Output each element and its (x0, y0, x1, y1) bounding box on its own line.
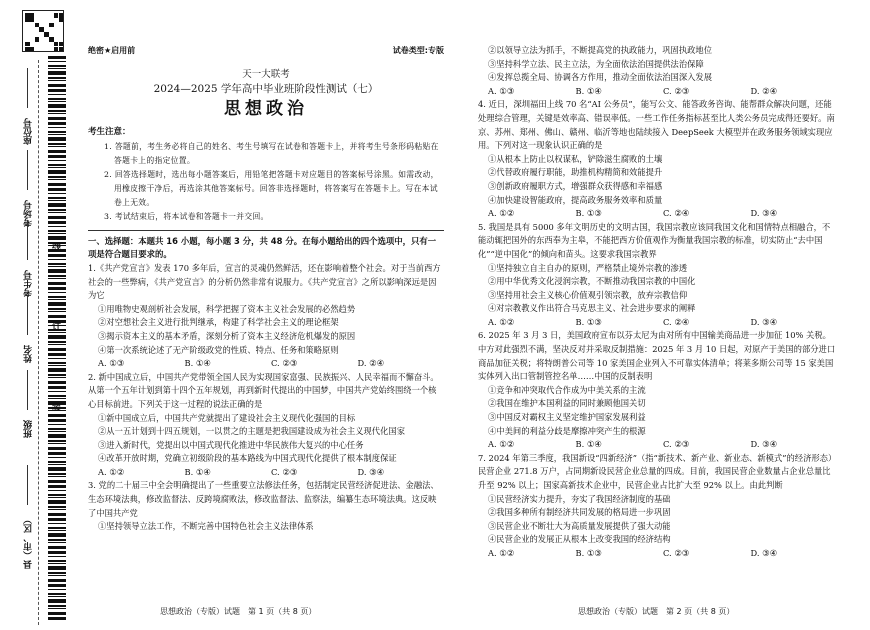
barcode-bar (48, 221, 66, 224)
binding-label: 考场号 (24, 200, 34, 227)
answer-choice: D. ②④ (357, 358, 385, 369)
page-1 (88, 44, 444, 534)
qr-module (35, 23, 40, 28)
question-option: ④加快建设智能政府，提高政务服务效率和质量 (488, 194, 663, 205)
barcode-bar (48, 170, 66, 174)
barcode-bar (48, 443, 66, 444)
divider (88, 230, 444, 231)
answer-choices (478, 547, 838, 561)
answer-choice: D. ③④ (750, 439, 778, 450)
binding-fill-line (27, 220, 28, 260)
header-row (88, 44, 444, 58)
question-option: ①从根本上防止以权谋私，铲除滋生腐败的土壤 (488, 153, 663, 164)
qr-module (35, 37, 40, 42)
binding-fill-line (27, 465, 28, 505)
barcode-bar (48, 490, 66, 491)
question (478, 452, 838, 561)
barcode-bar (48, 539, 66, 541)
barcode-bar (48, 579, 66, 582)
barcode-bar (48, 71, 66, 75)
barcode-bar (48, 193, 66, 194)
barcode-bar (48, 563, 66, 564)
question-list (88, 262, 444, 534)
barcode-bar (48, 424, 66, 425)
notes-title: 考生注意： (88, 127, 131, 138)
barcode-bar (48, 335, 66, 339)
answer-choice: A. ①③ (488, 85, 515, 96)
barcode-bar (48, 167, 66, 168)
question-option: ③民营企业不断壮大为高质量发展提供了强大动能 (488, 520, 671, 531)
barcode-bar (48, 230, 66, 232)
barcode-bar (48, 127, 66, 128)
barcode-bar (48, 292, 66, 293)
barcode-bar (48, 226, 66, 227)
binding-fill-line (27, 150, 28, 190)
barcode-bar (48, 533, 66, 537)
question-option: ①坚持领导立法工作，不断完善中国特色社会主义法律体系 (98, 521, 314, 532)
barcode-bar (48, 464, 66, 465)
answer-choice: D. ③④ (357, 466, 385, 477)
footer-page-2: 思想政治（专版）试题 第 2 页（共 8 页） (578, 607, 735, 616)
barcode-bar (48, 605, 66, 607)
answer-choice: B. ①④ (184, 466, 211, 477)
barcode-bar (48, 150, 66, 153)
barcode-bar (48, 348, 66, 351)
barcode-bar (48, 381, 66, 384)
barcode-bar (48, 353, 66, 356)
barcode-bar (48, 546, 66, 549)
barcode-bar (48, 311, 66, 312)
question-stem: 6. 2025 年 3 月 3 日，美国政府宣布以芬太尼为由对所有中国输美商品进一步加征 10% 关税。中方对此强烈不满，坚决反对并采取反制措施：2025 年 3 月 10 日起，对原产于美国的部分进口商品加征关税；将特朗普公司等 10 家美国企业列入不可靠实体清单；将莱多斯公司等 15 家美国实体列入出口管制管控名单……中国的反制表明 (478, 330, 836, 382)
barcode-bar (48, 203, 66, 207)
barcode-bar (48, 527, 66, 529)
question-stem: 2. 新中国成立后，中国共产党带领全国人民为实现国家富强、民族振兴、人民幸福而不懈奋斗。从第一个五年计划到第十四个五年规划，再到新时代提出的中国梦，中国共产党始终围绕一个核心目标前进。下列关于这一过程的说法正确的是 (88, 371, 439, 409)
answer-choice: B. ①③ (575, 208, 602, 219)
barcode-bar (48, 287, 66, 290)
barcode-bar (48, 209, 66, 211)
barcode-bar (48, 584, 66, 587)
qr-code (22, 10, 64, 52)
barcode-bar (48, 395, 66, 397)
barcode-bar (48, 386, 66, 389)
barcode-bar (48, 368, 66, 372)
barcode-bar (48, 315, 66, 318)
barcode-bar (48, 566, 66, 570)
barcode-bar (48, 344, 66, 345)
question-stem: 1.《共产党宣言》发表 170 多年后，宣言的灵魂仍然鲜活，还在影响着整个社会。对于当前西方社会的一些弊病，《共产党宣言》的分析仍然非常有说服力。《共产党宣言》之所以影响深远是因为它 (88, 262, 441, 301)
note-item: 3. 考试结束后，将本试卷和答题卡一并交回。 (104, 211, 269, 221)
barcode-bar (48, 84, 66, 87)
barcode-bar (48, 476, 66, 477)
barcode-bar (48, 506, 66, 508)
barcode-bar (48, 391, 66, 392)
question (88, 479, 444, 533)
question (478, 221, 838, 330)
question-option: ②用中华优秀文化浸润宗教，不断推动我国宗教的中国化 (488, 276, 696, 287)
barcode-bar (48, 428, 66, 430)
barcode-bar (48, 212, 66, 213)
footer-page-1: 思想政治（专版）试题 第 1 页（共 8 页） (160, 607, 317, 616)
barcode-bar (48, 183, 66, 186)
barcode-bar (48, 296, 66, 298)
qr-module (59, 18, 64, 23)
question-option: ①竞争和冲突取代合作成为中美关系的主流 (488, 384, 646, 395)
barcode-bar (48, 518, 66, 521)
answer-choices (478, 85, 838, 99)
barcode-bar (48, 61, 66, 62)
binding-mark: 装 (52, 403, 62, 413)
barcode-bar (48, 500, 66, 504)
question-option: ②从一五计划到十四五规划，一以贯之的主题是把我国建设成为社会主义现代化国家 (98, 426, 405, 437)
question (88, 262, 444, 371)
barcode-bar (48, 341, 66, 343)
answer-choice: D. ②④ (750, 85, 778, 96)
question (478, 44, 838, 98)
answer-choice: C. ②④ (663, 316, 690, 327)
barcode-bar (48, 599, 66, 603)
barcode-bar (48, 494, 66, 496)
answer-choice: C. ②③ (663, 439, 690, 450)
answer-choice: A. ①② (488, 439, 515, 450)
answer-choices (478, 438, 838, 452)
answer-choice: B. ①③ (575, 316, 602, 327)
question-option: ③创新政府履职方式，增强群众获得感和幸福感 (488, 180, 663, 191)
barcode-bar (48, 431, 66, 432)
barcode-bar (48, 398, 66, 399)
barcode-bar (48, 302, 66, 306)
answer-choice: B. ①③ (575, 547, 602, 558)
barcode-bar (48, 551, 66, 554)
answer-choice: A. ①② (488, 316, 515, 327)
barcode-bar (48, 308, 66, 310)
barcode (48, 56, 66, 626)
question-option: ①新中国成立后，中国共产党就提出了建设社会主义现代化强国的目标 (98, 412, 356, 423)
barcode-bar (48, 200, 66, 201)
barcode-bar (48, 269, 66, 273)
page-2 (478, 44, 838, 561)
secret-mark: 绝密★启用前 (88, 46, 136, 55)
barcode-bar (48, 146, 66, 147)
note-item: 2. 回答选择题时，选出每小题答案后，用铅笔把答题卡对应题目的答案标号涂黑。如需改动，用橡皮擦干净后，再选涂其他答案标号。回答非选择题时，将答案写在答题卡上。写在本试卷上无效。 (104, 169, 439, 207)
qr-module (30, 47, 35, 52)
barcode-bar (48, 473, 66, 475)
question-option: ①民营经济实力提升，夯实了我国经济制度的基础 (488, 493, 671, 504)
qr-module (44, 32, 49, 37)
barcode-bar (48, 560, 66, 562)
binding-label: 班级 (24, 420, 34, 438)
question-stem: 5. 我国是具有 5000 多年文明历史的文明古国，我国宗教应该同我国文化和国情特点相融合，不能动辄把国外的东西奉为主皋，不能把西方价值观作为衡量我国宗教的标准，切实防止“去中国化”“逆中国化”的倾向和苗头。这要求我国宗教界 (478, 221, 831, 259)
answer-choice: A. ①② (488, 547, 515, 558)
question (478, 98, 838, 220)
question-option: ④发挥总揽全局、协调各方作用，推动全面依法治国深入发展 (488, 72, 713, 83)
question-option: ③坚持科学立法、民主立法，为全面依法治国提供法治保障 (488, 58, 704, 69)
answer-choice: A. ①② (98, 466, 125, 477)
barcode-bar (48, 89, 66, 92)
binding-fill-line (27, 295, 28, 335)
question-list (478, 44, 838, 561)
qr-module (49, 37, 54, 42)
question-option: ②代替政府履行职能，助推机构精简和效能提升 (488, 167, 663, 178)
barcode-bar (48, 137, 66, 141)
answer-choice: B. ①④ (575, 85, 602, 96)
barcode-bar (48, 101, 66, 102)
question (478, 329, 838, 451)
binding-label: 姓名 (24, 345, 34, 363)
barcode-bar (48, 365, 66, 366)
subject-title: 思想政治 (224, 98, 308, 119)
barcode-bar (48, 509, 66, 510)
barcode-bar (48, 104, 66, 108)
barcode-bar (48, 77, 66, 79)
barcode-bar (48, 278, 66, 279)
barcode-bar (48, 179, 66, 180)
answer-choice: C. ②③ (271, 466, 298, 477)
question-option: ②我国在维护本国利益的同时兼顾他国关切 (488, 398, 646, 409)
barcode-bar (48, 134, 66, 135)
barcode-bar (48, 233, 66, 234)
barcode-bar (48, 176, 66, 178)
answer-choices (478, 316, 838, 330)
barcode-bar (48, 275, 66, 277)
barcode-bar (48, 440, 66, 442)
binding-mark: 线 (52, 243, 62, 253)
barcode-bar (48, 542, 66, 543)
barcode-bar (48, 434, 66, 438)
binding-margin (0, 0, 72, 630)
barcode-bar (48, 497, 66, 498)
barcode-bar (48, 143, 66, 145)
question-option: ④第一次系统论述了无产阶级政党的性质、特点、任务和策略原则 (98, 344, 339, 355)
barcode-bar (48, 362, 66, 364)
section-title: 一、选择题：本题共 16 小题，每小题 3 分，共 48 分。在每小题给出的四个选项中，只有一项是符合题目要求的。 (88, 235, 437, 260)
note-item: 1. 答题前，考生务必将自己的姓名、考生号填写在试卷和答题卡上，并将考生号条形码粘贴在答题卡上的指定位置。 (104, 141, 439, 165)
barcode-bar (48, 113, 66, 114)
barcode-bar (48, 65, 66, 67)
barcode-bar (48, 164, 66, 166)
answer-choices (478, 207, 838, 221)
binding-label: 座位号 (24, 118, 34, 145)
barcode-bar (48, 572, 66, 574)
question-option: ②对空想社会主义进行批判继承，构建了科学社会主义的理论框架 (98, 317, 339, 328)
barcode-bar (48, 266, 66, 267)
answer-choice: D. ③④ (750, 316, 778, 327)
barcode-bar (48, 299, 66, 300)
barcode-bar (48, 94, 66, 95)
barcode-bar (48, 155, 66, 158)
question-option: ④民营企业的发展正从根本上改变我国的经济结构 (488, 534, 671, 545)
question-option: ③坚持用社会主义核心价值观引领宗教，放弃宗教信仰 (488, 289, 688, 300)
barcode-bar (48, 485, 66, 488)
barcode-bar (48, 523, 66, 524)
question-stem: 7. 2024 年第三季度，我国新设“四新经济”（指“新技术、新产业、新业态、新模式”的经济形态）民营企业 271.8 万户，占同期新设民营企业总量的四成。目前，我国民营企业数量占企业总量比升至 92% 以上；国家高新技术企业中，民营企业占比扩大至 92% 以上。由此判断 (478, 452, 837, 490)
barcode-bar (48, 612, 66, 615)
barcode-bar (48, 56, 66, 59)
barcode-bar (48, 452, 66, 455)
answer-choice: A. ①② (488, 208, 515, 219)
barcode-bar (48, 160, 66, 161)
barcode-bar (48, 131, 66, 133)
barcode-bar (48, 596, 66, 597)
barcode-bar (48, 480, 66, 483)
qr-module (59, 47, 64, 52)
paper-type: 试卷类型:专版 (392, 46, 444, 55)
qr-module (49, 23, 54, 28)
question-option: ④中美间的利益分歧是摩擦冲突产生的根源 (488, 425, 646, 436)
barcode-bar (48, 216, 66, 219)
barcode-bar (48, 457, 66, 458)
barcode-bar (48, 110, 66, 112)
answer-choices (88, 357, 444, 371)
barcode-bar (48, 414, 66, 417)
question-option: ③中国反对霸权主义坚定维护国家发展利益 (488, 412, 646, 423)
barcode-bar (48, 513, 66, 516)
barcode-bar (48, 263, 66, 265)
barcode-bar (48, 68, 66, 69)
question-option: ②以领导立法为抓手，不断提高党的执政能力，巩固执政地位 (488, 45, 713, 55)
barcode-bar (48, 589, 66, 590)
barcode-bar (48, 259, 66, 260)
question-option: ③进入新时代，党提出以中国式现代化推进中华民族伟大复兴的中心任务 (98, 439, 364, 450)
barcode-bar (48, 358, 66, 359)
question-option: ①坚持独立自主自办的原则，严格禁止境外宗教的渗透 (488, 262, 688, 273)
answer-choice: D. ③④ (750, 547, 778, 558)
answer-choice: A. ①③ (98, 358, 125, 369)
binding-fill-line (27, 68, 28, 108)
binding-label: 县（市、区） (24, 515, 34, 569)
barcode-bar (48, 530, 66, 531)
question-option: ②我国多种所有制经济共同发展的格局进一步巩固 (488, 507, 671, 518)
barcode-bar (48, 608, 66, 609)
barcode-bar (48, 188, 66, 191)
barcode-bar (48, 122, 66, 125)
answer-choices (88, 466, 444, 480)
question-stem: 3. 党的二十届三中全会明确提出了一些重要立法修法任务，包括制定民营经济促进法、金融法、生态环境法典，修改监督法、反跨境腐败法，修改监督法、监察法，编纂生态环境法典。这反映了中国共产党 (88, 480, 439, 518)
barcode-bar (48, 575, 66, 576)
answer-choice: B. ①④ (575, 439, 602, 450)
org-name: 天一大联考 (242, 68, 290, 80)
barcode-bar (48, 377, 66, 378)
answer-choice: B. ①④ (184, 358, 211, 369)
question (88, 371, 444, 480)
exam-title: 2024—2025 学年高中毕业班阶段性测试（七） (153, 82, 379, 95)
binding-label: 考生号 (24, 270, 34, 297)
answer-choice: D. ③④ (750, 208, 778, 219)
answer-choice: C. ②③ (663, 85, 690, 96)
barcode-bar (48, 447, 66, 450)
answer-choice: C. ②③ (663, 547, 690, 558)
question-option: ④对宗教教义作出符合马克思主义、社会进步要求的阐释 (488, 303, 696, 314)
barcode-bar (48, 197, 66, 199)
cut-line (38, 60, 39, 625)
barcode-bar (48, 254, 66, 257)
question-stem: 4. 近日，深圳福田上线 70 名“AI 公务员”，能写公文、能答政务咨询、能帮群众解决问题，还能处理综合管理，关键是效率高、错误率低。一些工作任务指标甚至比人类公务员完成得还要好。南京、苏州、郑州、佛山、赣州、临沂等地也陆续接入 DeepSeek 大模型并在政务服务领域实现应用。下列对这一现象认识正确的是 (478, 99, 835, 151)
binding-mark: 订 (52, 323, 62, 333)
barcode-bar (48, 80, 66, 81)
qr-module (39, 27, 44, 32)
question-option: ①用唯物史观剖析社会发展，科学把握了资本主义社会发展的必然趋势 (98, 303, 356, 314)
answer-choice: C. ②③ (271, 358, 298, 369)
barcode-bar (48, 556, 66, 557)
barcode-bar (48, 461, 66, 463)
answer-choice: C. ②④ (663, 208, 690, 219)
barcode-bar (48, 617, 66, 620)
barcode-bar (48, 98, 66, 100)
barcode-bar (48, 374, 66, 376)
barcode-bar (48, 117, 66, 120)
question-option: ③揭示资本主义的基本矛盾，深刻分析了资本主义经济危机爆发的原因 (98, 330, 356, 341)
question-option: ④改革开放时期，党确立初级阶段的基本路线为中国式现代化提供了根本制度保证 (98, 453, 397, 464)
barcode-bar (48, 467, 66, 471)
barcode-bar (48, 593, 66, 595)
binding-fill-line (27, 370, 28, 410)
barcode-bar (48, 282, 66, 285)
barcode-bar (48, 419, 66, 422)
